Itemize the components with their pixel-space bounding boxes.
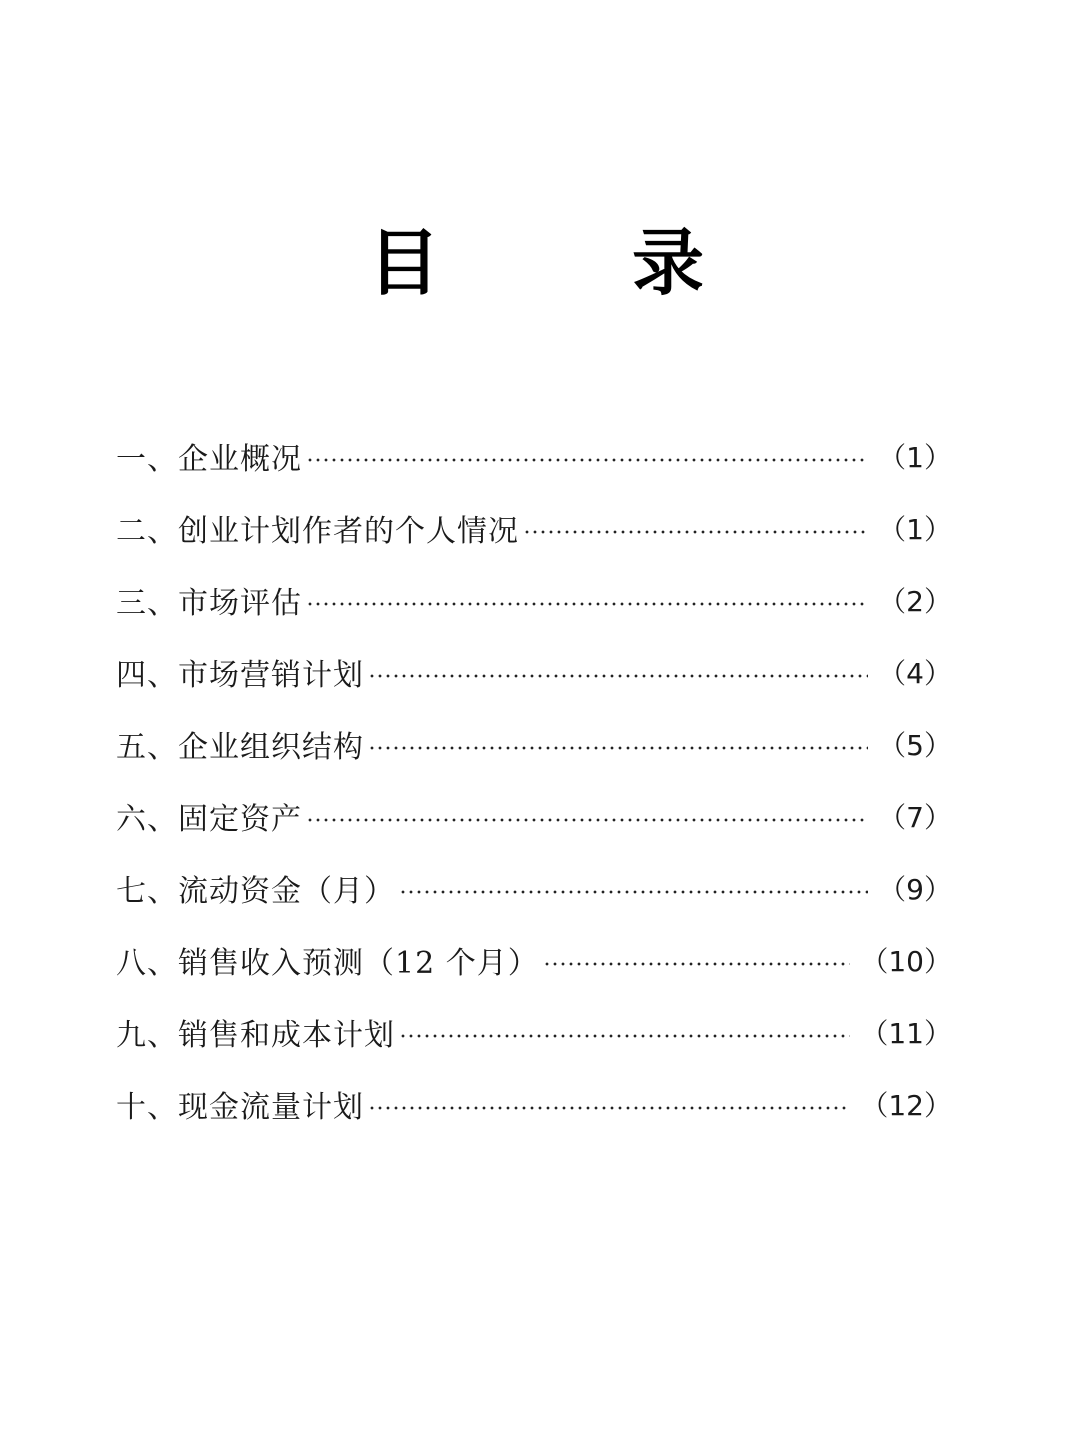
toc-entry-label: 八、销售收入预测（12 个月） [116,946,539,981]
dot-leader [306,818,868,822]
toc-entry-3 [116,564,952,636]
dot-leader [306,458,868,462]
toc-entry-page: （10） [860,945,952,978]
toc-entry-1 [116,420,952,492]
dot-leader [399,890,868,894]
dot-leader [523,530,868,534]
toc-entry-10 [116,1068,952,1140]
toc-entry-label: 五、企业组织结构 [116,730,364,765]
title-char-2: 录 [632,221,705,305]
toc-entry-page: （9） [878,873,952,906]
toc-entry-page: （11） [860,1017,952,1050]
toc-entry-page: （1） [878,513,952,546]
toc-entry-4 [116,636,952,708]
toc-entry-5 [116,708,952,780]
dot-leader [543,962,851,966]
dot-leader [306,602,868,606]
toc-entry-page: （7） [878,801,952,834]
toc-entry-page: （2） [878,585,952,618]
toc-entry-7 [116,852,952,924]
toc-entry-9 [116,996,952,1068]
page-title [0,218,1080,308]
table-of-contents [116,420,952,1140]
toc-entry-page: （1） [878,441,952,474]
toc-entry-page: （12） [860,1089,952,1122]
dot-leader [399,1034,850,1038]
toc-entry-label: 六、固定资产 [116,802,302,837]
toc-entry-label: 一、企业概况 [116,442,302,477]
toc-entry-page: （5） [878,729,952,762]
toc-entry-label: 七、流动资金（月） [116,874,395,909]
toc-entry-8 [116,924,952,996]
toc-entry-label: 四、市场营销计划 [116,658,364,693]
toc-entry-label: 九、销售和成本计划 [116,1018,395,1053]
toc-entry-6 [116,780,952,852]
dot-leader [368,746,868,750]
toc-entry-label: 三、市场评估 [116,586,302,621]
dot-leader [368,674,868,678]
toc-entry-page: （4） [878,657,952,690]
toc-entry-label: 二、创业计划作者的个人情况 [116,514,519,549]
toc-entry-2 [116,492,952,564]
title-char-1: 目 [368,221,441,305]
dot-leader [368,1106,850,1110]
toc-entry-label: 十、现金流量计划 [116,1090,364,1125]
